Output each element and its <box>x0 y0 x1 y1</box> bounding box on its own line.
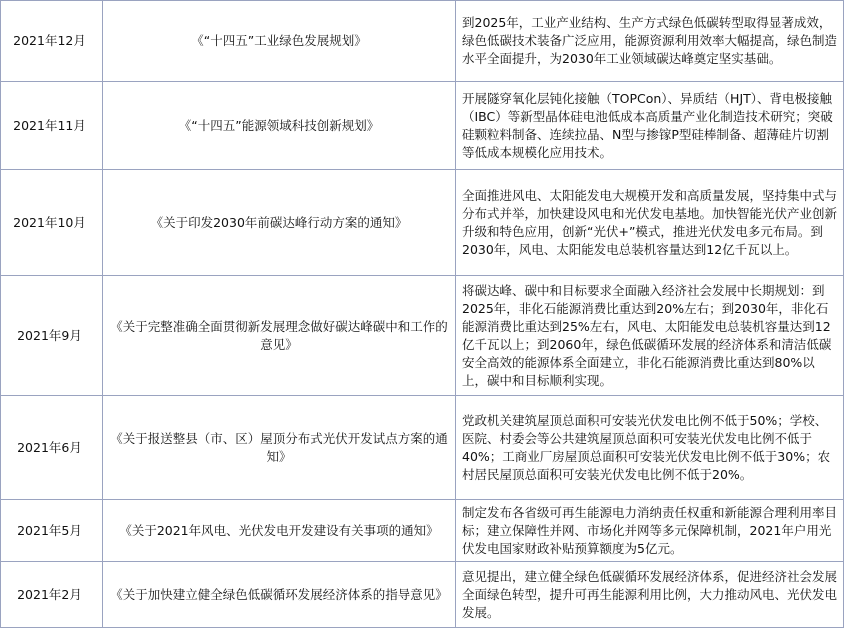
row-date: 2021年11月 <box>1 82 103 170</box>
row-policy-content: 到2025年，工业产业结构、生产方式绿色低碳转型取得显著成效，绿色低碳技术装备广泛应用，能源资源利用效率大幅提高，绿色制造水平全面提升，为2030年工业领域碳达峰奠定坚实基础。 <box>456 1 844 82</box>
row-policy-content: 将碳达峰、碳中和目标要求全面融入经济社会发展中长期规划：到2025年，非化石能源消费比重达到20%左右；到2030年，非化石能源消费比重达到25%左右，风电、太阳能发电总装机容量达到12亿千瓦以上；到2060年，绿色低碳循环发展的经济体系和清洁低碳安全高效的能源体系全面建立，非化石能源消费比重达到80%以上，碳中和目标顺利实现。 <box>456 276 844 396</box>
table-row <box>1 276 844 396</box>
row-policy-title: 《关于完整准确全面贯彻新发展理念做好碳达峰碳中和工作的意见》 <box>103 276 456 396</box>
row-policy-title: 《关于加快建立健全绿色低碳循环发展经济体系的指导意见》 <box>103 562 456 628</box>
table-row <box>1 500 844 562</box>
row-date: 2021年5月 <box>1 500 103 562</box>
row-policy-title: 《关于印发2030年前碳达峰行动方案的通知》 <box>103 170 456 276</box>
table-row <box>1 1 844 82</box>
row-policy-title: 《“十四五”工业绿色发展规划》 <box>103 1 456 82</box>
row-policy-content: 党政机关建筑屋顶总面积可安装光伏发电比例不低于50%；学校、医院、村委会等公共建筑屋顶总面积可安装光伏发电比例不低于40%；工商业厂房屋顶总面积可安装光伏发电比例不低于30%；农村居民屋顶总面积可安装光伏发电比例不低于20%。 <box>456 396 844 500</box>
table-row <box>1 562 844 628</box>
row-policy-title: 《关于2021年风电、光伏发电开发建设有关事项的通知》 <box>103 500 456 562</box>
row-date: 2021年10月 <box>1 170 103 276</box>
row-date: 2021年2月 <box>1 562 103 628</box>
row-policy-content: 意见提出，建立健全绿色低碳循环发展经济体系，促进经济社会发展全面绿色转型，提升可再生能源利用比例，大力推动风电、光伏发电发展。 <box>456 562 844 628</box>
row-policy-content: 制定发布各省级可再生能源电力消纳责任权重和新能源合理利用率目标；建立保障性并网、市场化并网等多元保障机制，2021年户用光伏发电国家财政补贴预算额度为5亿元。 <box>456 500 844 562</box>
row-date: 2021年12月 <box>1 1 103 82</box>
row-policy-content: 开展隧穿氧化层钝化接触（TOPCon）、异质结（HJT）、背电极接触（IBC）等新型晶体硅电池低成本高质量产业化制造技术研究；突破硅颗粒料制备、连续拉晶、N型与掺镓P型硅棒制备、超薄硅片切割等低成本规模化应用技术。 <box>456 82 844 170</box>
table-row <box>1 82 844 170</box>
table-row <box>1 170 844 276</box>
row-policy-title: 《关于报送整县（市、区）屋顶分布式光伏开发试点方案的通知》 <box>103 396 456 500</box>
table-row <box>1 396 844 500</box>
row-date: 2021年9月 <box>1 276 103 396</box>
row-policy-title: 《“十四五”能源领域科技创新规划》 <box>103 82 456 170</box>
row-policy-content: 全面推进风电、太阳能发电大规模开发和高质量发展，坚持集中式与分布式并举，加快建设风电和光伏发电基地。加快智能光伏产业创新升级和特色应用，创新“光伏+”模式，推进光伏发电多元布局。到2030年，风电、太阳能发电总装机容量达到12亿千瓦以上。 <box>456 170 844 276</box>
row-date: 2021年6月 <box>1 396 103 500</box>
